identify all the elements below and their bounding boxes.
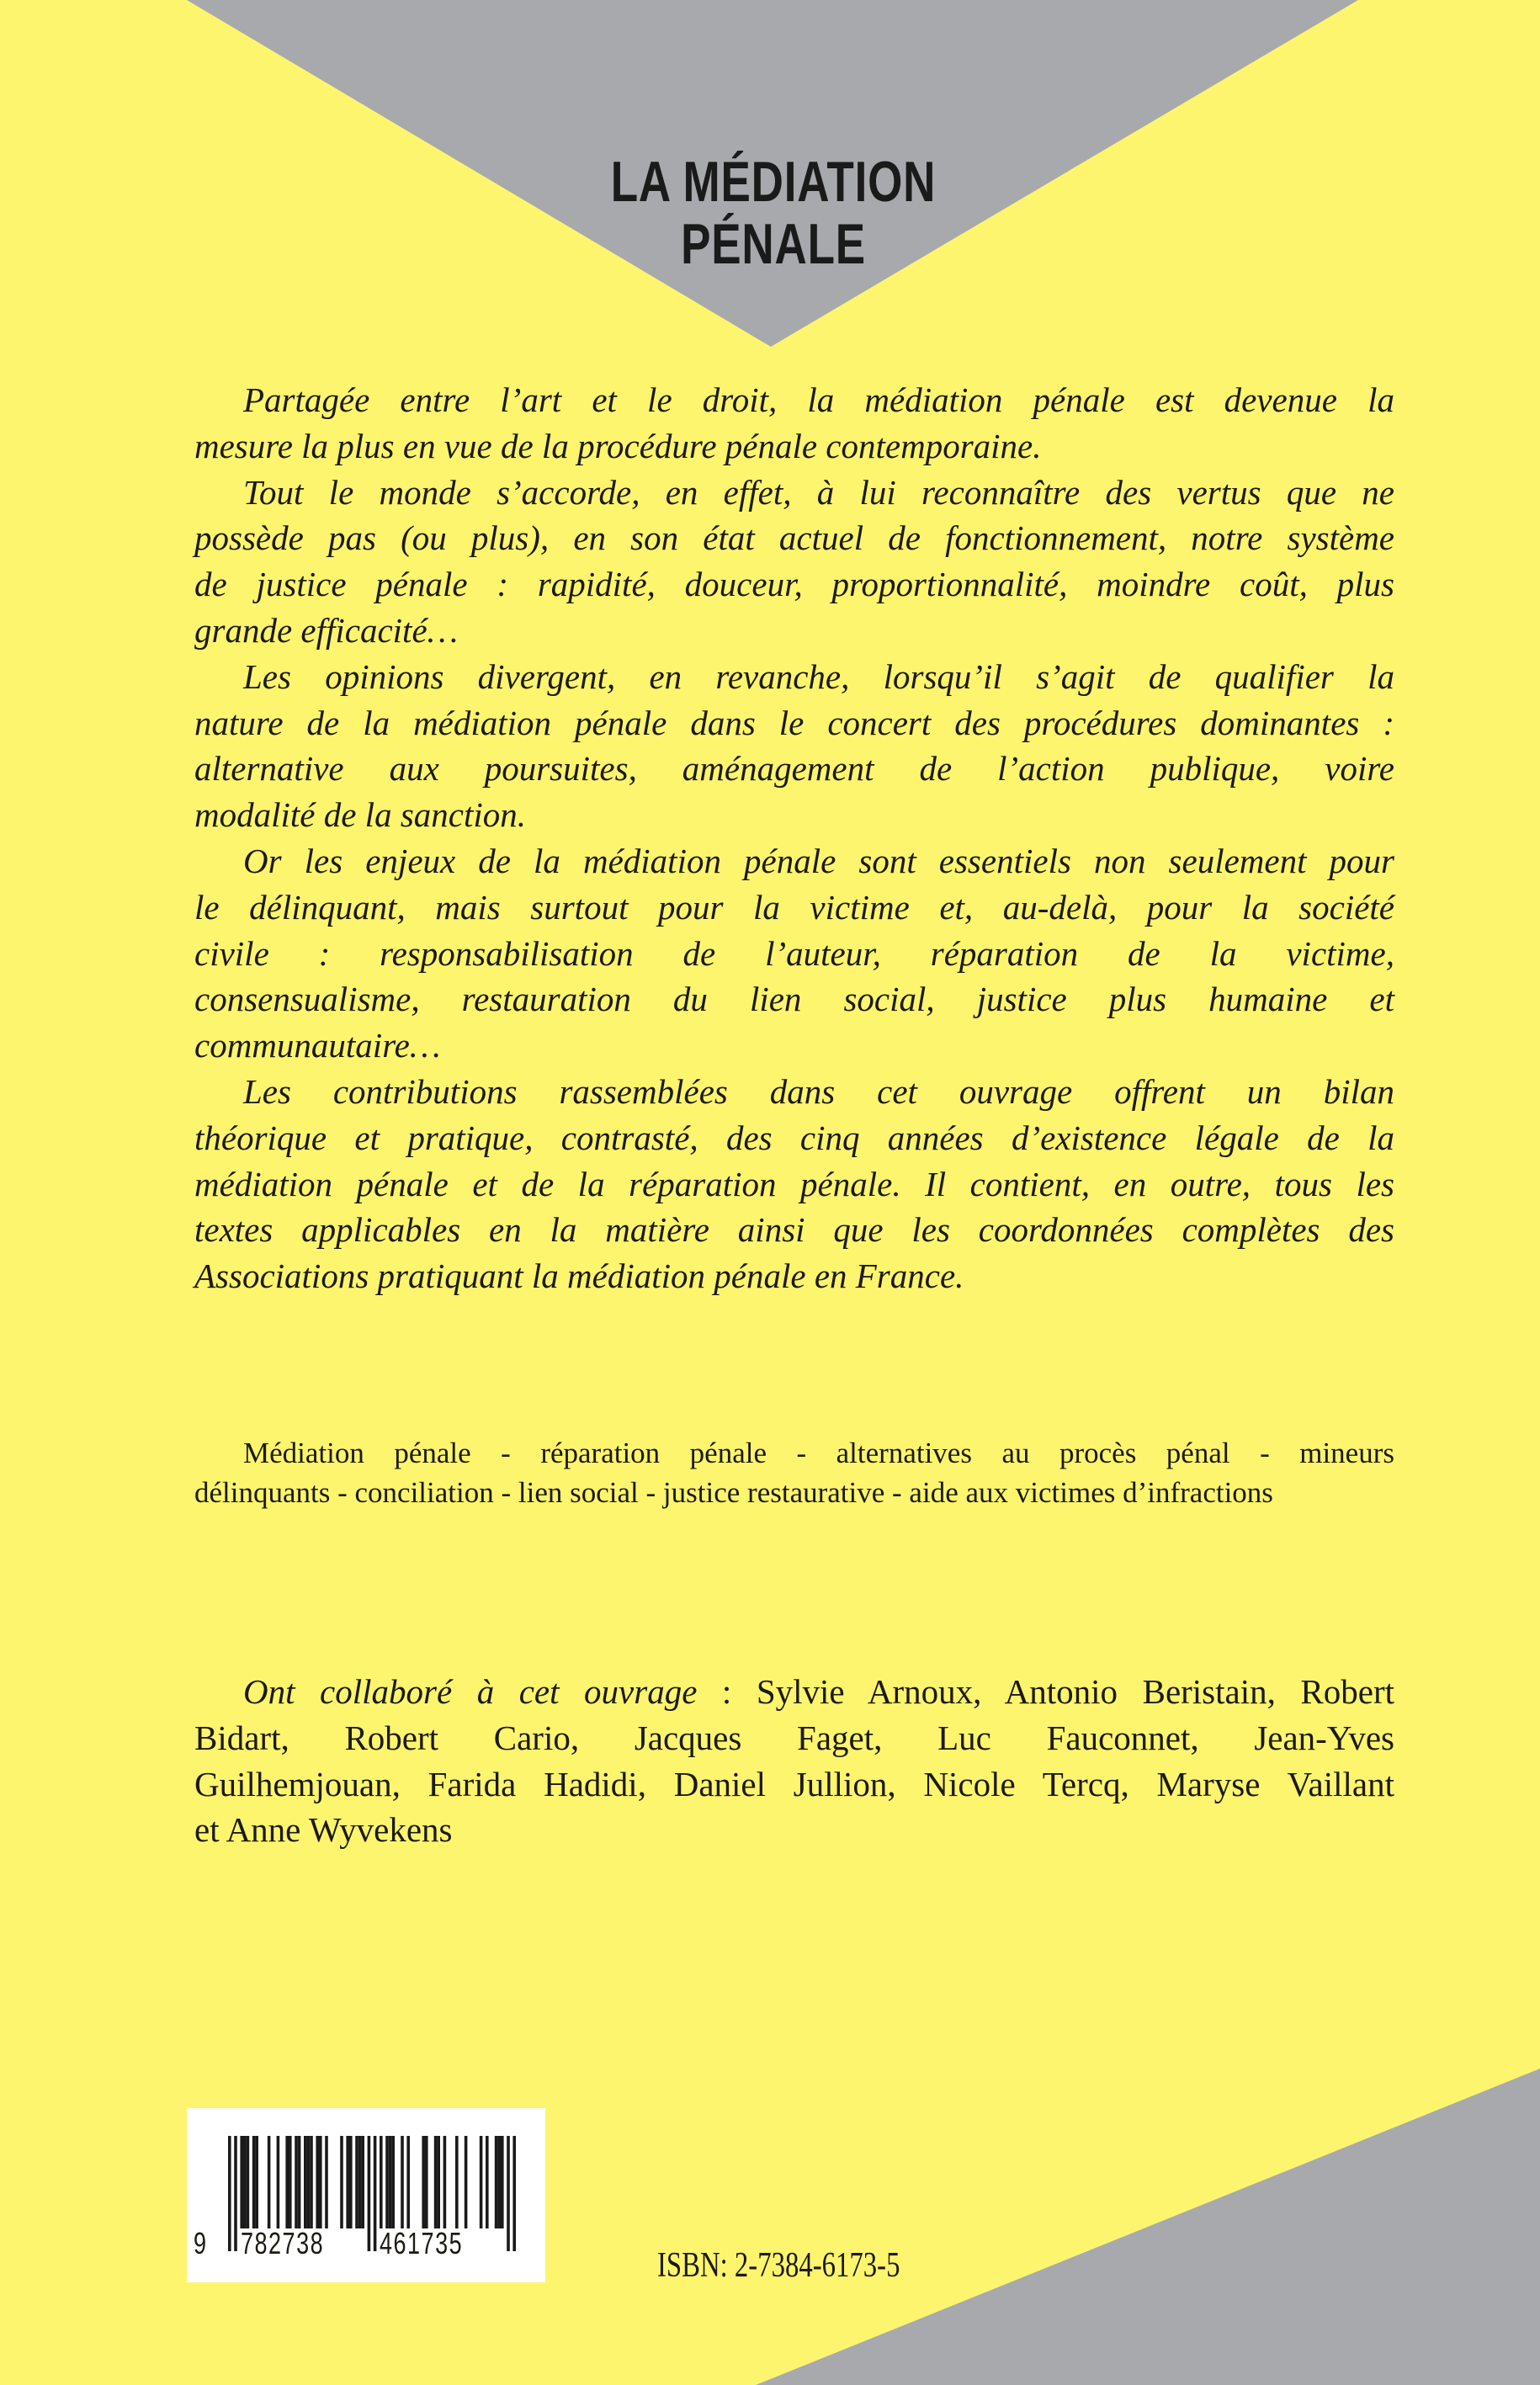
blurb-line: possède pas (ou plus), en son état actuel de fonctionnement, notre système — [194, 518, 1394, 558]
barcode-bar — [349, 2136, 353, 2228]
blurb-line: alternative aux poursuites, aménagement de l’action publique, voire — [194, 749, 1394, 789]
collaborators-names: : Sylvie Arnoux, Antonio Beristain, Robert — [697, 1672, 1394, 1711]
blurb-line: Or les enjeux de la médiation pénale sont essentiels non seulement pour — [243, 841, 1394, 880]
barcode-bar — [304, 2136, 307, 2228]
keywords-line: délinquants - conciliation - lien social - justice restaurative - aide aux victimes d’infractions — [194, 1476, 1273, 1509]
book-title-line1: LA MÉDIATION — [610, 150, 937, 214]
barcode-bar — [465, 2136, 468, 2228]
barcode-bar — [501, 2136, 504, 2228]
barcode-bar — [385, 2136, 389, 2228]
barcode — [187, 2108, 545, 2282]
blurb-line: civile : responsabilisation de l’auteur, réparation de la victime, — [194, 933, 1394, 973]
barcode-bar — [316, 2136, 319, 2228]
barcode-bar — [401, 2136, 404, 2228]
barcode-digits-left: 782738 — [241, 2226, 325, 2260]
book-title-line2: PÉNALE — [681, 212, 866, 276]
barcode-bar — [380, 2136, 383, 2228]
barcode-bar — [455, 2136, 459, 2228]
barcode-bar — [368, 2136, 371, 2251]
barcode-bar — [480, 2136, 483, 2228]
blurb-line: le délinquant, mais surtout pour la victime et, au-delà, pour la société — [194, 887, 1394, 927]
collaborators-intro: Ont collaboré à cet ouvrage — [243, 1672, 698, 1711]
blurb-line: consensualisme, restauration du lien social, justice plus humaine et — [194, 980, 1394, 1019]
barcode-bar — [434, 2136, 438, 2228]
collaborators — [194, 1669, 1394, 1853]
barcode-bar — [391, 2136, 395, 2228]
blurb-line: mesure la plus en vue de la procédure pénale contemporaine. — [194, 426, 1042, 465]
barcode-bar — [361, 2136, 364, 2228]
barcode-bar — [443, 2136, 447, 2228]
barcode-bar — [285, 2136, 289, 2228]
barcode-bar — [507, 2136, 510, 2251]
barcode-bar — [298, 2136, 301, 2228]
barcode-digits-right: 461735 — [380, 2226, 464, 2260]
blurb-text — [194, 377, 1394, 1299]
barcode-bar — [268, 2136, 271, 2228]
blurb-line: Les opinions divergent, en revanche, lorsqu’il s’agit de qualifier la — [243, 656, 1394, 696]
barcode-bar — [422, 2136, 425, 2228]
barcode-bar — [277, 2136, 280, 2228]
barcode-bar — [319, 2136, 322, 2228]
barcode-bar — [389, 2136, 392, 2228]
barcode-bar — [234, 2136, 237, 2251]
barcode-bar — [228, 2136, 231, 2251]
barcode-bar — [497, 2136, 501, 2228]
barcode-bar — [495, 2136, 498, 2228]
blurb-line: modalité de la sanction. — [194, 795, 527, 835]
blurb-line: théorique et pratique, contrasté, des cinq années d’existence légale de la — [194, 1118, 1394, 1157]
barcode-bar — [425, 2136, 428, 2228]
barcode-bar — [295, 2136, 298, 2228]
barcode-digit-first: 9 — [194, 2226, 208, 2260]
keywords — [194, 1433, 1394, 1512]
blurb-line: Les contributions rassemblées dans cet ouvrage offrent un bilan — [243, 1071, 1394, 1111]
barcode-bar — [512, 2136, 516, 2251]
barcode-bar — [346, 2136, 349, 2228]
barcode-bar — [307, 2136, 311, 2228]
barcode-bar — [406, 2136, 410, 2228]
blurb-line: de justice pénale : rapidité, douceur, proportionnalité, moindre coût, plus — [194, 565, 1394, 604]
barcode-bar — [240, 2136, 243, 2228]
barcode-bar — [325, 2136, 328, 2228]
collaborators-names: Guilhemjouan, Farida Hadidi, Daniel Jullion, Nicole Tercq, Maryse Vaillant — [194, 1764, 1394, 1803]
barcode-bar — [340, 2136, 343, 2228]
blurb-line: médiation pénale et de la réparation pénale. Il contient, en outre, tous les — [194, 1164, 1394, 1203]
isbn: ISBN: 2-7384-6173-5 — [657, 2246, 900, 2285]
barcode-bar — [243, 2136, 247, 2228]
barcode-bar — [355, 2136, 358, 2228]
barcode-bar — [247, 2136, 250, 2228]
bottom-gray-triangle — [756, 2069, 1540, 2385]
barcode-bar — [374, 2136, 377, 2251]
barcode-bar — [437, 2136, 440, 2228]
blurb-line: communautaire… — [194, 1026, 441, 1065]
blurb-line: textes applicables en la matière ainsi que les coordonnées complètes des — [194, 1210, 1394, 1250]
collaborators-names: et Anne Wyvekens — [194, 1810, 453, 1850]
barcode-bar — [358, 2136, 362, 2228]
blurb-line: Partagée entre l’art et le droit, la médiation pénale est devenue la — [243, 380, 1394, 419]
barcode-bar — [255, 2136, 258, 2228]
barcode-bar — [289, 2136, 292, 2228]
barcode-bar — [252, 2136, 256, 2228]
blurb-line: nature de la médiation pénale dans le concert des procédures dominantes : — [194, 703, 1394, 742]
blurb-line: Tout le monde s’accorde, en effet, à lui reconnaître des vertus que ne — [243, 472, 1394, 512]
barcode-bar — [310, 2136, 313, 2228]
blurb-line: grande efficacité… — [194, 610, 459, 650]
blurb-line: Associations pratiquant la médiation pénale en France. — [194, 1256, 964, 1296]
keywords-line: Médiation pénale - réparation pénale - alternatives au procès pénal - mineurs — [243, 1437, 1394, 1469]
barcode-bar — [486, 2136, 489, 2228]
collaborators-names: Bidart, Robert Cario, Jacques Faget, Luc Fauconnet, Jean-Yves — [194, 1718, 1394, 1757]
